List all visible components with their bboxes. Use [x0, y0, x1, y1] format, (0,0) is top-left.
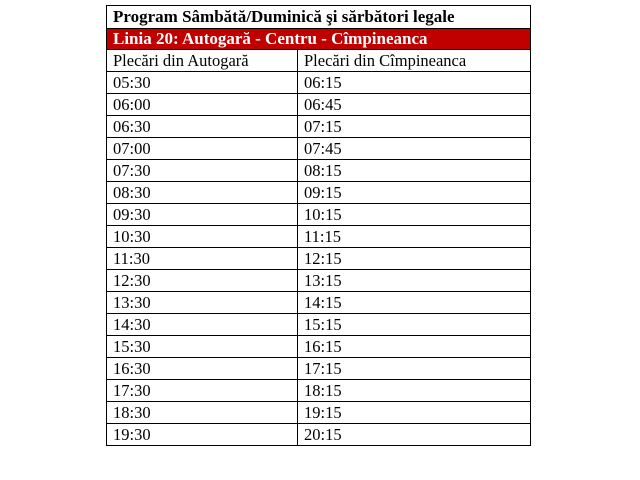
- departure-cimpineanca: 08:15: [298, 160, 531, 182]
- table-row: [107, 380, 531, 402]
- departure-autogara: 10:30: [107, 226, 298, 248]
- departure-cimpineanca: 20:15: [298, 424, 531, 446]
- departure-autogara: 07:30: [107, 160, 298, 182]
- title-row: [107, 6, 531, 29]
- table-row: [107, 138, 531, 160]
- departure-autogara: 11:30: [107, 248, 298, 270]
- table-row: [107, 226, 531, 248]
- table-row: [107, 94, 531, 116]
- departure-cimpineanca: 15:15: [298, 314, 531, 336]
- table-row: [107, 248, 531, 270]
- departure-cimpineanca: 13:15: [298, 270, 531, 292]
- table-row: [107, 424, 531, 446]
- schedule-table: [106, 5, 531, 446]
- table-row: [107, 182, 531, 204]
- departure-cimpineanca: 16:15: [298, 336, 531, 358]
- line-row: [107, 29, 531, 50]
- column-header-row: [107, 50, 531, 72]
- departure-autogara: 15:30: [107, 336, 298, 358]
- table-row: [107, 116, 531, 138]
- departure-autogara: 19:30: [107, 424, 298, 446]
- departure-cimpineanca: 07:45: [298, 138, 531, 160]
- departure-cimpineanca: 07:15: [298, 116, 531, 138]
- schedule-title: Program Sâmbătă/Duminică şi sărbători legale: [107, 6, 531, 29]
- departure-cimpineanca: 12:15: [298, 248, 531, 270]
- departure-cimpineanca: 09:15: [298, 182, 531, 204]
- departure-autogara: 16:30: [107, 358, 298, 380]
- table-row: [107, 72, 531, 94]
- departure-autogara: 12:30: [107, 270, 298, 292]
- schedule-document: [106, 5, 530, 446]
- column-header-autogara: Plecări din Autogară: [107, 50, 298, 72]
- departure-cimpineanca: 18:15: [298, 380, 531, 402]
- table-row: [107, 160, 531, 182]
- departure-autogara: 06:30: [107, 116, 298, 138]
- departure-cimpineanca: 10:15: [298, 204, 531, 226]
- departure-autogara: 13:30: [107, 292, 298, 314]
- table-row: [107, 336, 531, 358]
- departure-autogara: 09:30: [107, 204, 298, 226]
- departure-autogara: 05:30: [107, 72, 298, 94]
- column-header-cimpineanca: Plecări din Cîmpineanca: [298, 50, 531, 72]
- departure-cimpineanca: 17:15: [298, 358, 531, 380]
- departure-autogara: 17:30: [107, 380, 298, 402]
- departure-cimpineanca: 19:15: [298, 402, 531, 424]
- departure-cimpineanca: 11:15: [298, 226, 531, 248]
- table-row: [107, 204, 531, 226]
- departure-cimpineanca: 06:15: [298, 72, 531, 94]
- departure-autogara: 14:30: [107, 314, 298, 336]
- line-name: Linia 20: Autogară - Centru - Cîmpineanca: [107, 29, 531, 50]
- table-row: [107, 270, 531, 292]
- departure-autogara: 08:30: [107, 182, 298, 204]
- departure-autogara: 18:30: [107, 402, 298, 424]
- table-row: [107, 292, 531, 314]
- table-row: [107, 358, 531, 380]
- table-row: [107, 402, 531, 424]
- departure-cimpineanca: 14:15: [298, 292, 531, 314]
- departure-cimpineanca: 06:45: [298, 94, 531, 116]
- departure-autogara: 07:00: [107, 138, 298, 160]
- departure-autogara: 06:00: [107, 94, 298, 116]
- table-row: [107, 314, 531, 336]
